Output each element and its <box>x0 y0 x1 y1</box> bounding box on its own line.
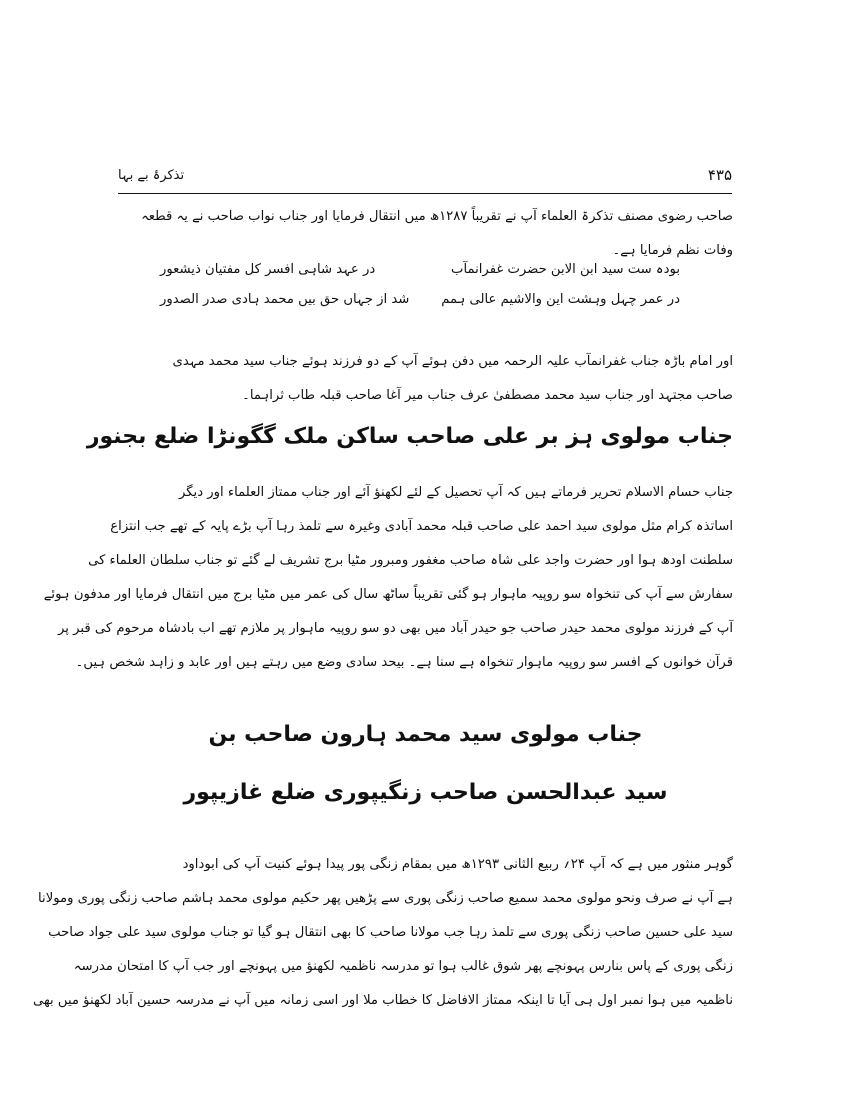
text-line: اساتذہ کرام مثل مولوی سید احمد علی صاحب قبلہ محمد آبادی وغیرہ سے تلمذ رہا آپ بڑے پایہ کے تھے جب انتزاع <box>110 519 733 534</box>
text-line: صاحب رضوی مصنف تذکرۃ العلماء آپ نے تقریباً ۱۲۸۷ھ میں انتقال فرمایا اور جناب نواب صاحب نے یہ قطعہ <box>141 209 733 224</box>
text-line: ہے آپ نے صرف ونحو مولوی محمد سمیع صاحب زنگی پوری سے پڑھیں پھر حکیم مولوی محمد ہاشم صاحب زنگی پوری ومولانا <box>38 891 733 906</box>
text-line: آپ کے فرزند مولوی محمد حیدر صاحب جو حیدر آباد میں بھی دو سو روپیہ ماہوار پر ملازم تھے اب بادشاہ مرحوم کی قبر پر <box>58 621 733 636</box>
verse-hemistich-left: در عہد شاہی افسر کل مفتیان ذیشعور <box>160 262 376 277</box>
text-line: جناب حسام الاسلام تحریر فرماتے ہیں کہ آپ تحصیل کے لئے لکھنؤ آئے اور جناب ممتاز العلماء اور دیگر <box>178 485 733 500</box>
verse-hemistich-right: بودہ ست سید ابن الابن حضرت غفرانمآب <box>451 262 680 277</box>
section-heading: جناب مولوی سید محمد ہارون صاحب بن <box>208 722 643 747</box>
verse-hemistich-left: شد از جہاں حق بیں محمد ہادی صدر الصدور <box>160 292 410 307</box>
header-rule <box>118 193 732 194</box>
section-heading: جناب مولوی ہز بر علی صاحب ساکن ملک گگونڑا ضلع بجنور <box>86 424 733 449</box>
page-number: ۴۳۵ <box>707 166 732 184</box>
section1-paragraph <box>43 476 733 680</box>
text-line: قرآن خوانوں کے افسر سو روپیہ ماہوار تنخواہ ہے سنا ہے۔ بیحد سادی وضع میں رہتے ہیں اور عابد و زاہد شخص ہیں۔ <box>75 655 733 670</box>
text-line: ناظمیہ میں ہوا نمبر اول ہی آیا تا اینکہ ممتاز الافاضل کا خطاب ملا اور اسی زمانہ میں آپ نے مدرسہ حسین آباد لکھنؤ میں بھی <box>32 993 733 1008</box>
text-line: صاحب مجتہد اور جناب سید محمد مصطفیٰ عرف جناب میر آغا صاحب قبلہ طاب ثراہما۔ <box>242 388 733 403</box>
verse-row <box>160 255 680 285</box>
verse-row <box>160 285 680 315</box>
section-heading: سید عبدالحسن صاحب زنگیپوری ضلع غازیپور <box>183 780 668 805</box>
running-title: تذکرۂ بے بہا <box>118 168 185 183</box>
text-line: سفارش سے آپ کی تنخواہ سو روپیہ ماہوار ہو گئی تقریباً ساٹھ سال کی عمر میں مٹیا برج میں انتقال فرمایا اور مدفون ہوئے <box>43 587 733 602</box>
after-verse-paragraph <box>118 345 733 413</box>
text-line: سلطنت اودھ ہوا اور حضرت واجد علی شاہ صاحب مغفور ومبرور مٹیا برج تشریف لے گئے تو جناب سلطان العلماء کی <box>88 553 733 568</box>
verse-block <box>160 255 680 315</box>
text-line: وفات نظم فرمایا ہے۔ <box>612 243 733 258</box>
page-header <box>118 162 732 196</box>
text-line: سید علی حسین صاحب زنگی پوری سے تلمذ رہا جب مولانا صاحب کا بھی انتقال ہو گیا تو جناب مولوی سید علی جواد صاحب <box>48 925 733 940</box>
text-line: گوہر منثور میں ہے کہ آپ ۲۴؍ ربیع الثانی ۱۲۹۳ھ میں بمقام زنگی پور پیدا ہوئے کنیت آپ کی ابوداود <box>182 857 733 872</box>
text-line: زنگی پوری کے پاس بنارس پہونچے پھر شوق غالب ہوا تو مدرسہ ناظمیہ لکھنؤ میں پہونچے اور جب آپ کا امتحان مدرسہ <box>73 959 733 974</box>
section2-paragraph <box>32 848 733 1018</box>
verse-hemistich-right: در عمر چہل وہشت این والاشیم عالی ہمم <box>441 292 680 307</box>
text-line: اور امام باڑہ جناب غفرانمآب علیہ الرحمہ میں دفن ہوئے آپ کے دو فرزند ہوئے جناب سید محمد مہدی <box>172 354 733 369</box>
